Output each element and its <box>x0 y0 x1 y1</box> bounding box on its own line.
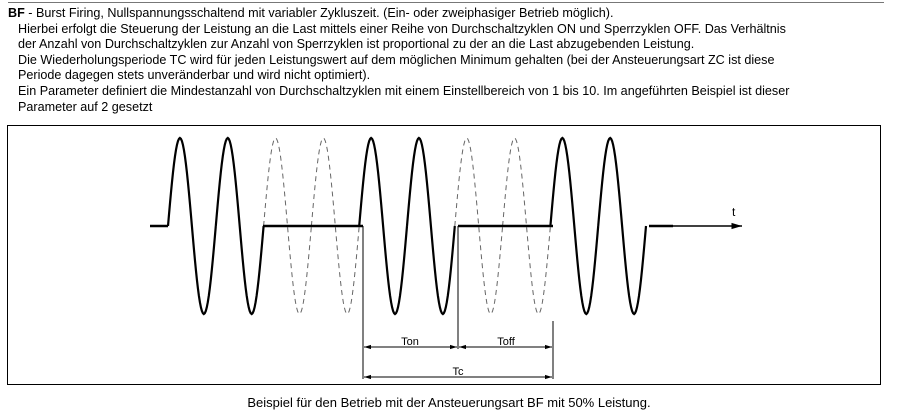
text-line: Ein Parameter definiert die Mindestanzahl von Durchschaltzyklen mit einem Einstellbereich von 1 bis 10. Im angeführten Beispiel ist dieser <box>18 83 790 98</box>
text-line: Die Wiederholungsperiode TC wird für jeden Leistungswert auf dem möglichen Minimum gehalten (bei der Ansteuerungsart ZC ist diese <box>18 52 775 67</box>
text-line: Periode dagegen stets unveränderbar und wird nicht optimiert). <box>18 68 371 83</box>
waveform-cycles <box>168 138 646 314</box>
ton-label: Ton <box>401 336 419 348</box>
on-cycle-wave <box>550 138 598 314</box>
time-axis-label: t <box>732 205 736 219</box>
text-line: Hierbei erfolgt die Steuerung der Leistung an die Last mittels einer Reihe von Durchschaltzyklen ON und Sperrzyklen OFF. Das Verhältnis <box>18 21 786 36</box>
waveform-svg <box>8 126 882 386</box>
on-cycle-wave <box>216 138 264 314</box>
tc-label: Tc <box>452 366 464 378</box>
figure-caption: Beispiel für den Betrieb mit der Ansteuerungsart BF mit 50% Leistung. <box>247 395 651 410</box>
on-cycle-wave <box>407 138 455 314</box>
on-cycle-wave <box>168 138 216 314</box>
text-line: Parameter auf 2 gesetzt <box>18 99 153 114</box>
heading-line <box>8 6 890 22</box>
bf-term: BF <box>8 6 25 20</box>
description-text <box>8 6 890 115</box>
heading-rest: - Burst Firing, Nullspannungsschaltend mit variabler Zykluszeit. (Ein- oder zweiphasiger Betrieb möglich). <box>24 6 614 20</box>
text-line: der Anzahl von Durchschaltzyklen zur Anzahl von Sperrzyklen ist proportional zu der an die Last abzugebenden Leistung. <box>18 37 695 52</box>
top-rule <box>8 2 884 3</box>
on-cycle-wave <box>598 138 646 314</box>
toff-label: Toff <box>497 336 515 348</box>
burst-firing-diagram <box>7 125 881 385</box>
on-cycle-wave <box>359 138 407 314</box>
